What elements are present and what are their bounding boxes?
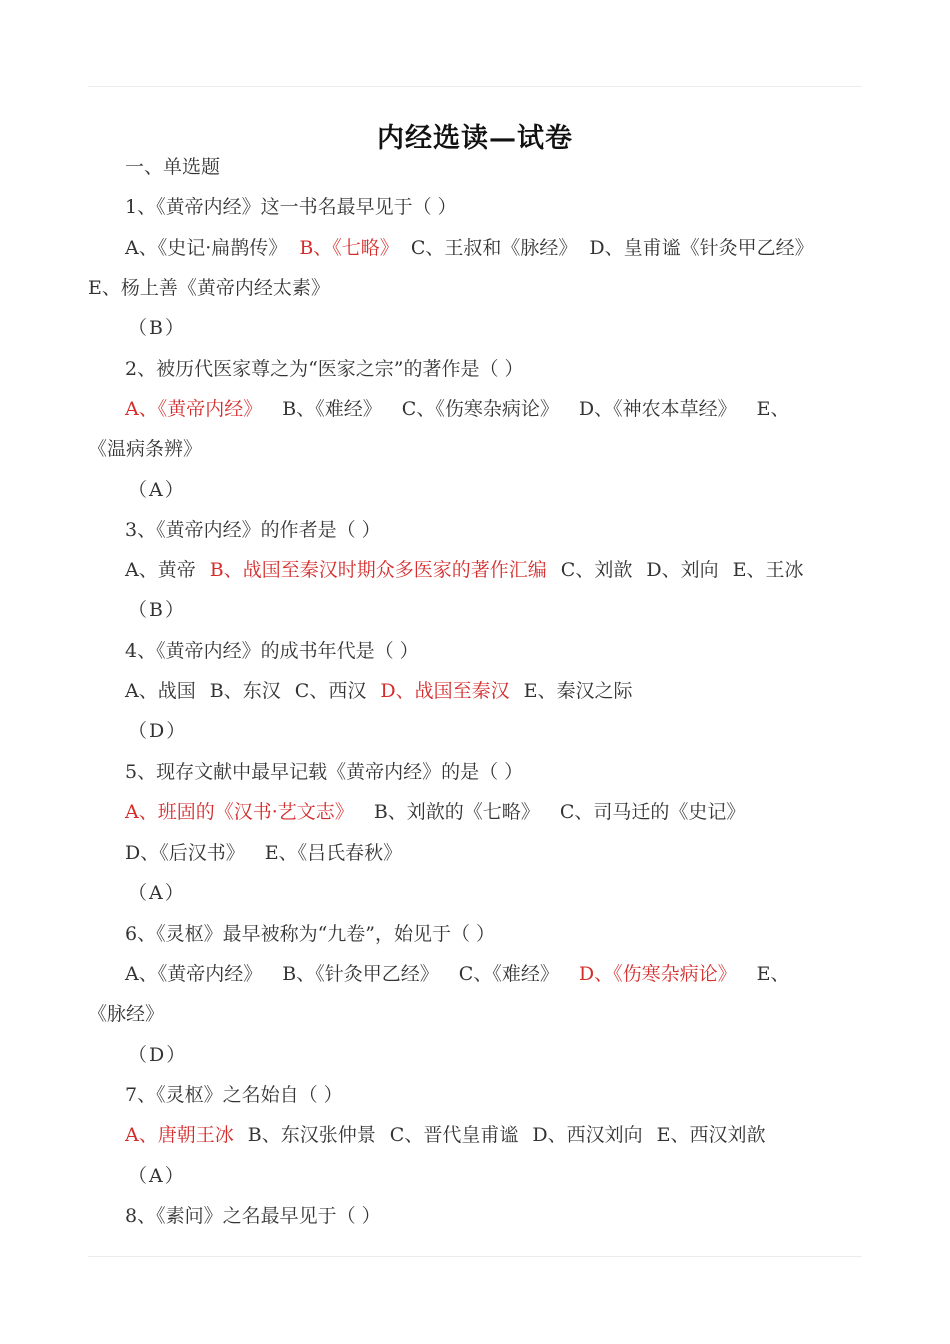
question-7-answer: （A） [128, 1165, 186, 1187]
option-d: D、《神农本草经》 [578, 398, 737, 420]
option-a-correct: A、班固的《汉书·艺文志》 [125, 801, 354, 823]
question-8-stem: 8、《素问》之名最早见于（ ） [125, 1205, 381, 1227]
question-7-options-row-1 [125, 1123, 766, 1147]
option-e-label: E、 [756, 963, 790, 985]
option-e: E、西汉刘歆 [656, 1124, 766, 1146]
option-e-text: 《脉经》 [88, 1003, 165, 1025]
question-1-stem: 1、《黄帝内经》这一书名最早见于（ ） [125, 196, 457, 218]
option-c: C、《难经》 [458, 963, 559, 985]
question-1-answer: （B） [128, 317, 186, 339]
question-3-answer: （B） [128, 599, 186, 621]
option-c: C、刘歆 [560, 559, 633, 581]
footer-rule [88, 1256, 862, 1257]
option-b-correct: B、战国至秦汉时期众多医家的著作汇编 [209, 559, 547, 581]
option-a-correct: A、《黄帝内经》 [125, 398, 263, 420]
option-b: B、刘歆的《七略》 [373, 801, 540, 823]
question-1-options-row-2 [88, 276, 330, 300]
question-2-options-row-1 [125, 397, 790, 421]
question-4-options-row-1 [125, 679, 633, 703]
question-6-options-row-2 [88, 1002, 164, 1026]
option-d-correct: D、战国至秦汉 [380, 680, 510, 702]
option-b-correct: B、《七略》 [299, 237, 399, 259]
question-5-answer: （A） [128, 882, 186, 904]
question-6-stem: 6、《灵枢》最早被称为“九卷”，始见于（ ） [125, 923, 496, 945]
question-5-options-row-1 [125, 800, 745, 824]
question-7-stem: 7、《灵枢》之名始自（ ） [125, 1084, 343, 1106]
option-e: E、《吕氏春秋》 [264, 842, 403, 864]
option-a-correct: A、唐朝王冰 [125, 1124, 234, 1146]
option-b: B、东汉张仲景 [247, 1124, 376, 1146]
option-a: A、黄帝 [125, 559, 196, 581]
question-3-options-row-1 [125, 558, 804, 582]
option-b: B、《难经》 [282, 398, 382, 420]
option-a: A、《史记·扁鹊传》 [125, 237, 288, 259]
option-e-label: E、 [756, 398, 790, 420]
question-2-stem: 2、被历代医家尊之为“医家之宗”的著作是（ ） [125, 358, 524, 380]
option-c: C、《伤寒杂病论》 [401, 398, 559, 420]
header-rule [88, 86, 862, 87]
question-5-options-row-2 [125, 841, 402, 865]
option-e: E、秦汉之际 [523, 680, 633, 702]
question-6-options-row-1 [125, 962, 790, 986]
option-c: C、晋代皇甫谧 [389, 1124, 519, 1146]
option-a: A、战国 [125, 680, 196, 702]
question-3-stem: 3、《黄帝内经》的作者是（ ） [125, 519, 381, 541]
option-e: E、王冰 [732, 559, 804, 581]
question-4-answer: （D） [128, 720, 188, 742]
page-title: 内经选读—试卷 [377, 123, 573, 154]
question-6-answer: （D） [128, 1044, 188, 1066]
option-c: C、司马迁的《史记》 [559, 801, 746, 823]
option-d: D、刘向 [646, 559, 719, 581]
question-1-options-row-1 [125, 236, 814, 260]
section-heading: 一、单选题 [125, 156, 221, 178]
question-2-answer: （A） [128, 479, 186, 501]
option-d: D、皇甫谧《针灸甲乙经》 [589, 237, 814, 259]
option-d: D、西汉刘向 [532, 1124, 643, 1146]
option-b: B、《针灸甲乙经》 [282, 963, 439, 985]
question-4-stem: 4、《黄帝内经》的成书年代是（ ） [125, 640, 419, 662]
option-a: A、《黄帝内经》 [125, 963, 263, 985]
option-d: D、《后汉书》 [125, 842, 245, 864]
question-5-stem: 5、现存文献中最早记载《黄帝内经》的是（ ） [125, 761, 524, 783]
option-e: E、杨上善《黄帝内经太素》 [88, 277, 330, 299]
option-c: C、西汉 [294, 680, 367, 702]
option-d-correct: D、《伤寒杂病论》 [578, 963, 737, 985]
option-e-text: 《温病条辨》 [88, 438, 203, 460]
option-b: B、东汉 [209, 680, 281, 702]
option-c: C、王叔和《脉经》 [410, 237, 578, 259]
question-2-options-row-2 [88, 437, 202, 461]
